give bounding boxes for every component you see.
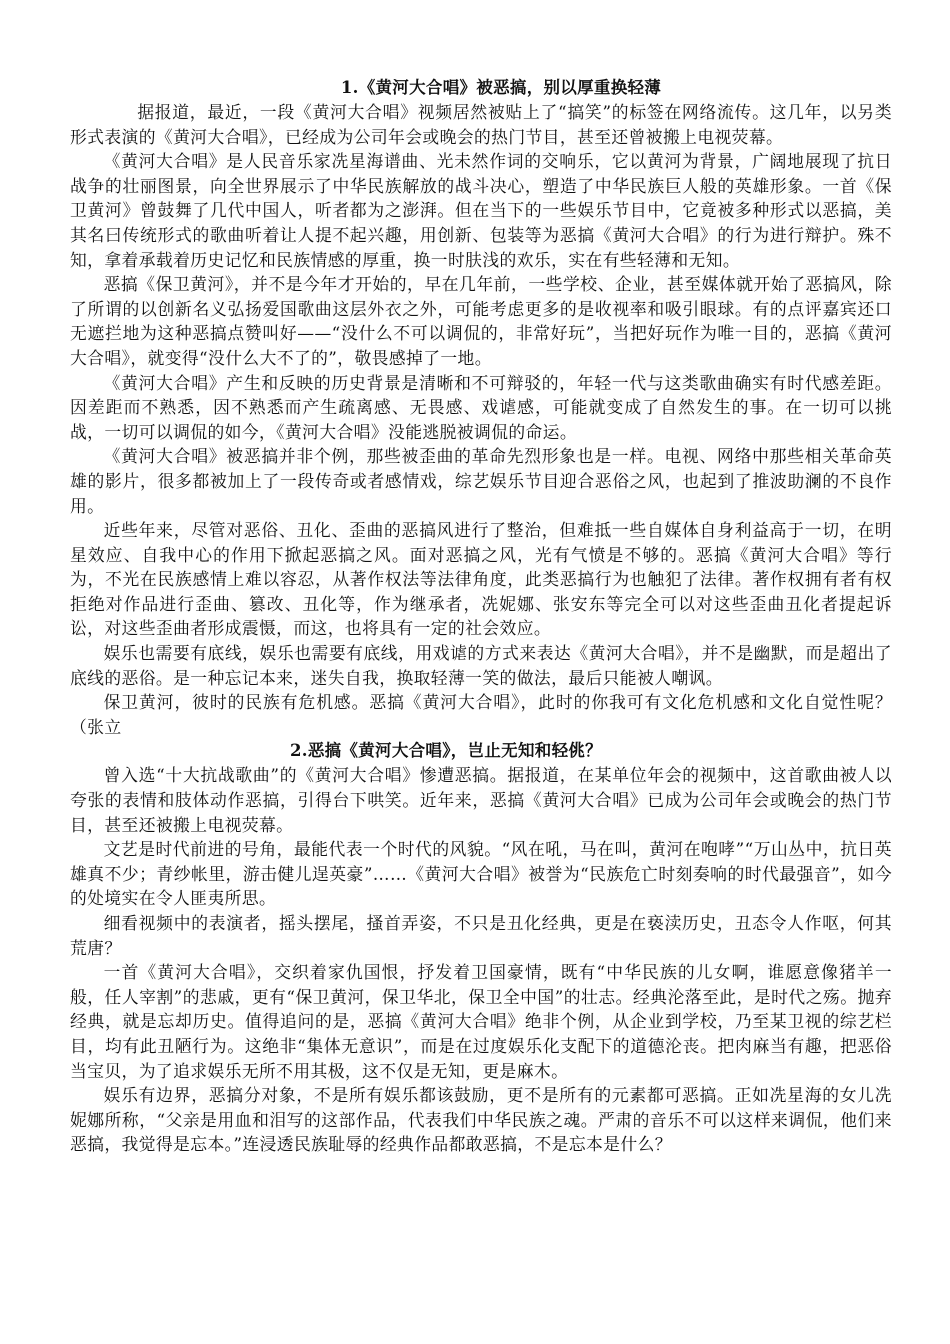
article-2-title: 2.恶搞《黄河大合唱》，岂止无知和轻佻？ — [290, 741, 602, 761]
article-2-paragraph-5: 娱乐有边界，恶搞分对象，不是所有娱乐都该鼓励，更不是所有的元素都可恶搞。正如冼星海的女儿冼妮娜所称，“父亲是用血和泪写的这部作品，代表我们中华民族之魂。严肃的音乐不可以这样来调侃，他们来恶搞，我觉得是忘本。”连浸透民族耻辱的经典作品都敢恶搞，不是忘本是什么？ — [70, 1085, 892, 1155]
article-1-paragraph-7: 娱乐也需要有底线，娱乐也需要有底线，用戏谑的方式来表达《黄河大合唱》，并不是幽默，而是超出了底线的恶俗。是一种忘记本来，迷失自我，换取轻薄一笑的做法，最后只能被人嘲讽。 — [70, 643, 892, 688]
article-1-paragraph-1: 据报道，最近，一段《黄河大合唱》视频居然被贴上了“搞笑”的标签在网络流传。这几年，以另类形式表演的《黄河大合唱》，已经成为公司年会或晚会的热门节目，甚至还曾被搬上电视荧幕。 — [70, 102, 892, 147]
article-2-paragraph-2: 文艺是时代前进的号角，最能代表一个时代的风貌。“风在吼，马在叫，黄河在咆哮”“万山丛中，抗日英雄真不少；青纱帐里，游击健儿逞英豪”……《黄河大合唱》被誉为“民族危亡时刻奏响的时代最强音”，如今的处境实在令人匪夷所思。 — [70, 839, 892, 909]
article-2-paragraph-3: 细看视频中的表演者，摇头摆尾，搔首弄姿，不只是丑化经典，更是在亵渎历史，丑态令人作呕，何其荒唐？ — [70, 913, 892, 958]
article-1-paragraph-2: 《黄河大合唱》是人民音乐家冼星海谱曲、光未然作词的交响乐，它以黄河为背景，广阔地展现了抗日战争的壮丽图景，向全世界展示了中华民族解放的战斗决心，塑造了中华民族巨人般的英雄形象。一首《保卫黄河》曾鼓舞了几代中国人，听者都为之澎湃。但在当下的一些娱乐节目中，它竟被多种形式以恶搞，美其名曰传统形式的歌曲听着让人提不起兴趣，用创新、包装等为恶搞《黄河大合唱》的行为进行辩护。殊不知，拿着承载着历史记忆和民族情感的厚重，换一时肤浅的欢乐，实在有些轻薄和无知。 — [70, 151, 892, 270]
document-page — [70, 76, 892, 1157]
article-1-paragraph-3: 恶搞《保卫黄河》，并不是今年才开始的，早在几年前，一些学校、企业，甚至媒体就开始了恶搞风，除了所谓的以创新名义弘扬爱国歌曲这层外衣之外，可能考虑更多的是收视率和吸引眼球。有的点评嘉宾还口无遮拦地为这种恶搞点赞叫好——“没什么不可以调侃的，非常好玩”，当把好玩作为唯一目的，恶搞《黄河大合唱》，就变得“没什么大不了的”，敬畏感掉了一地。 — [70, 274, 892, 368]
article-1-paragraph-6: 近些年来，尽管对恶俗、丑化、歪曲的恶搞风进行了整治，但难抵一些自媒体自身利益高于一切，在明星效应、自我中心的作用下掀起恶搞之风。面对恶搞之风，光有气愤是不够的。恶搞《黄河大合唱》等行为，不光在民族感情上难以容忍，从著作权法等法律角度，此类恶搞行为也触犯了法律。著作权拥有者有权拒绝对作品进行歪曲、篡改、丑化等，作为继承者，冼妮娜、张安东等完全可以对这些歪曲丑化者提起诉讼，对这些歪曲者形成震慑，而这，也将具有一定的社会效应。 — [70, 520, 892, 639]
article-1-title: 1.《黄河大合唱》被恶搞，别以厚重换轻薄 — [340, 78, 662, 97]
article-1-paragraph-5: 《黄河大合唱》被恶搞并非个例，那些被歪曲的革命先烈形象也是一样。电视、网络中那些相关革命英雄的影片，很多都被加上了一段传奇或者感情戏，综艺娱乐节目迎合恶俗之风，也起到了推波助澜的不良作用。 — [70, 446, 892, 516]
article-2-paragraph-4: 一首《黄河大合唱》，交织着家仇国恨，抒发着卫国豪情，既有“中华民族的儿女啊，谁愿意像猪羊一般，任人宰割”的悲戚，更有“保卫黄河，保卫华北，保卫全中国”的壮志。经典沦落至此，是时代之殇。抛弃经典，就是忘却历史。值得追问的是，恶搞《黄河大合唱》绝非个例，从企业到学校，乃至某卫视的综艺栏目，均有此丑陋行为。这绝非“集体无意识”，而是在过度娱乐化支配下的道德沦丧。把肉麻当有趣，把恶俗当宝贝，为了追求娱乐无所不用其极，这不仅是无知，更是麻木。 — [70, 962, 892, 1081]
article-2-paragraph-1: 曾入选“十大抗战歌曲”的《黄河大合唱》惨遭恶搞。据报道，在某单位年会的视频中，这首歌曲被人以夸张的表情和肢体动作恶搞，引得台下哄笑。近年来，恶搞《黄河大合唱》已成为公司年会或晚会的热门节目，甚至还被搬上电视荧幕。 — [70, 765, 892, 835]
article-1-paragraph-4: 《黄河大合唱》产生和反映的历史背景是清晰和不可辩驳的，年轻一代与这类歌曲确实有时代感差距。因差距而不熟悉，因不熟悉而产生疏离感、无畏感、戏谑感，可能就变成了自然发生的事。在一切可以挑战，一切可以调侃的如今，《黄河大合唱》没能逃脱被调侃的命运。 — [70, 372, 892, 442]
article-1-paragraph-8: 保卫黄河，彼时的民族有危机感。恶搞《黄河大合唱》，此时的你我可有文化危机感和文化自觉性呢？（张立 — [70, 692, 892, 737]
